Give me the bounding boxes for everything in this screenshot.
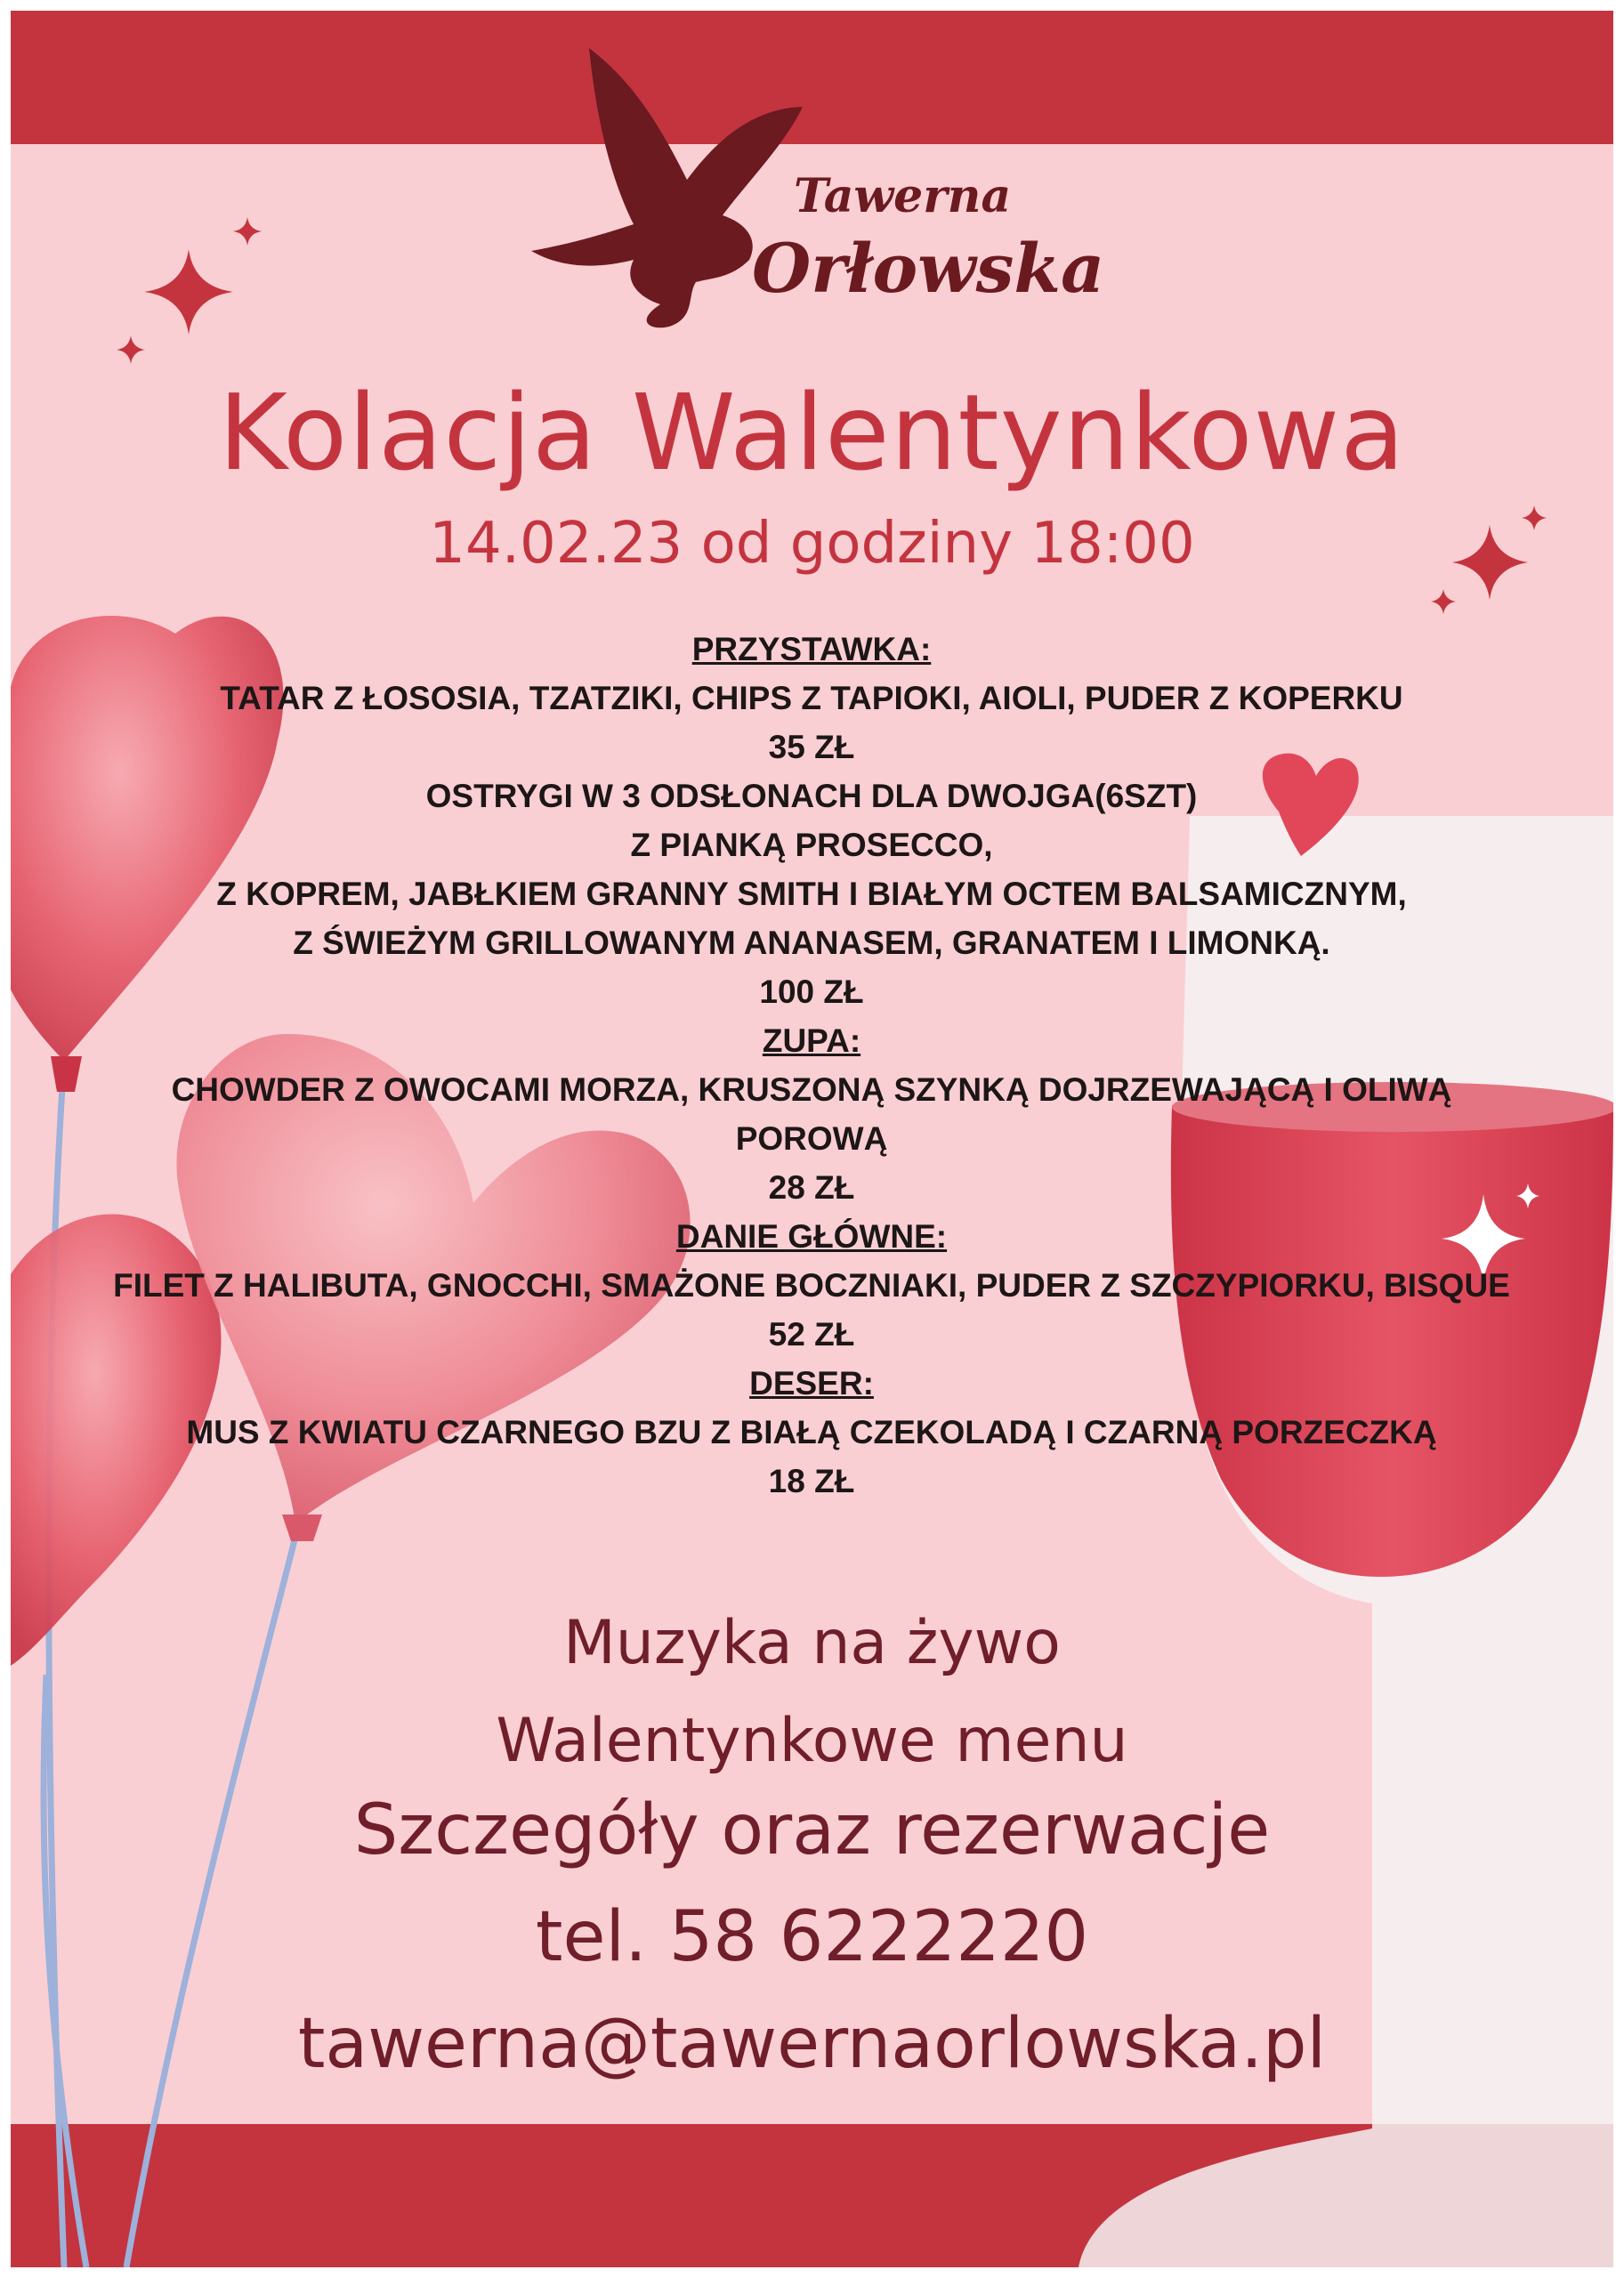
menu-section-heading: ZUPA: [762,1022,861,1059]
menu-line: TATAR Z ŁOSOSIA, TZATZIKI, CHIPS Z TAPIOKI, AIOLI, PUDER Z KOPERKU [220,680,1403,716]
menu-line: 100 ZŁ [759,973,864,1010]
menu-line: 35 ZŁ [768,729,855,765]
menu-line: FILET Z HALIBUTA, GNOCCHI, SMAŻONE BOCZNIAKI, PUDER Z SZCZYPIORKU, BISQUE [113,1267,1510,1304]
logo-text-tawerna: Tawerna [794,169,1012,223]
event-title: Kolacja Walentynkowa [218,371,1406,494]
poster [11,11,1613,2267]
valentine-menu-text: Walentynkowe menu [496,1706,1128,1776]
email-address: tawerna@tawernaorlowska.pl [297,2004,1327,2084]
menu-line: Z KOPREM, JABŁKIEM GRANNY SMITH I BIAŁYM OCTEM BALSAMICZNYM, [216,876,1407,912]
menu-section-heading: PRZYSTAWKA: [691,631,932,667]
menu-line: Z PIANKĄ PROSECCO, [630,827,993,863]
menu-line: MUS Z KWIATU CZARNEGO BZU Z BIAŁĄ CZEKOLADĄ I CZARNĄ PORZECZKĄ [186,1414,1437,1450]
menu-line: CHOWDER Z OWOCAMI MORZA, KRUSZONĄ SZYNKĄ DOJRZEWAJĄCĄ I OLIWĄ [171,1071,1452,1108]
balloon-knot [282,1515,322,1541]
phone-number: tel. 58 6222220 [535,1897,1089,1977]
event-date: 14.02.23 od godziny 18:00 [429,511,1195,577]
menu-line: OSTRYGI W 3 ODSŁONACH DLA DWOJGA(6SZT) [425,778,1198,814]
reservations-text: Szczegóły oraz rezerwacje [353,1790,1271,1870]
menu-line: 52 ZŁ [768,1316,855,1353]
menu-section-heading: DESER: [749,1365,874,1402]
menu [46,625,1577,1506]
live-music-text: Muzyka na żywo [563,1608,1061,1678]
menu-line: POROWĄ [735,1120,888,1157]
logo-text-orlowska: Orłowska [752,229,1105,308]
menu-line: 18 ZŁ [768,1463,855,1499]
menu-section-heading: DANIE GŁÓWNE: [675,1218,948,1255]
menu-line: Z ŚWIEŻYM GRILLOWANYM ANANASEM, GRANATEM I LIMONKĄ. [293,925,1330,961]
menu-line: 28 ZŁ [768,1169,855,1206]
